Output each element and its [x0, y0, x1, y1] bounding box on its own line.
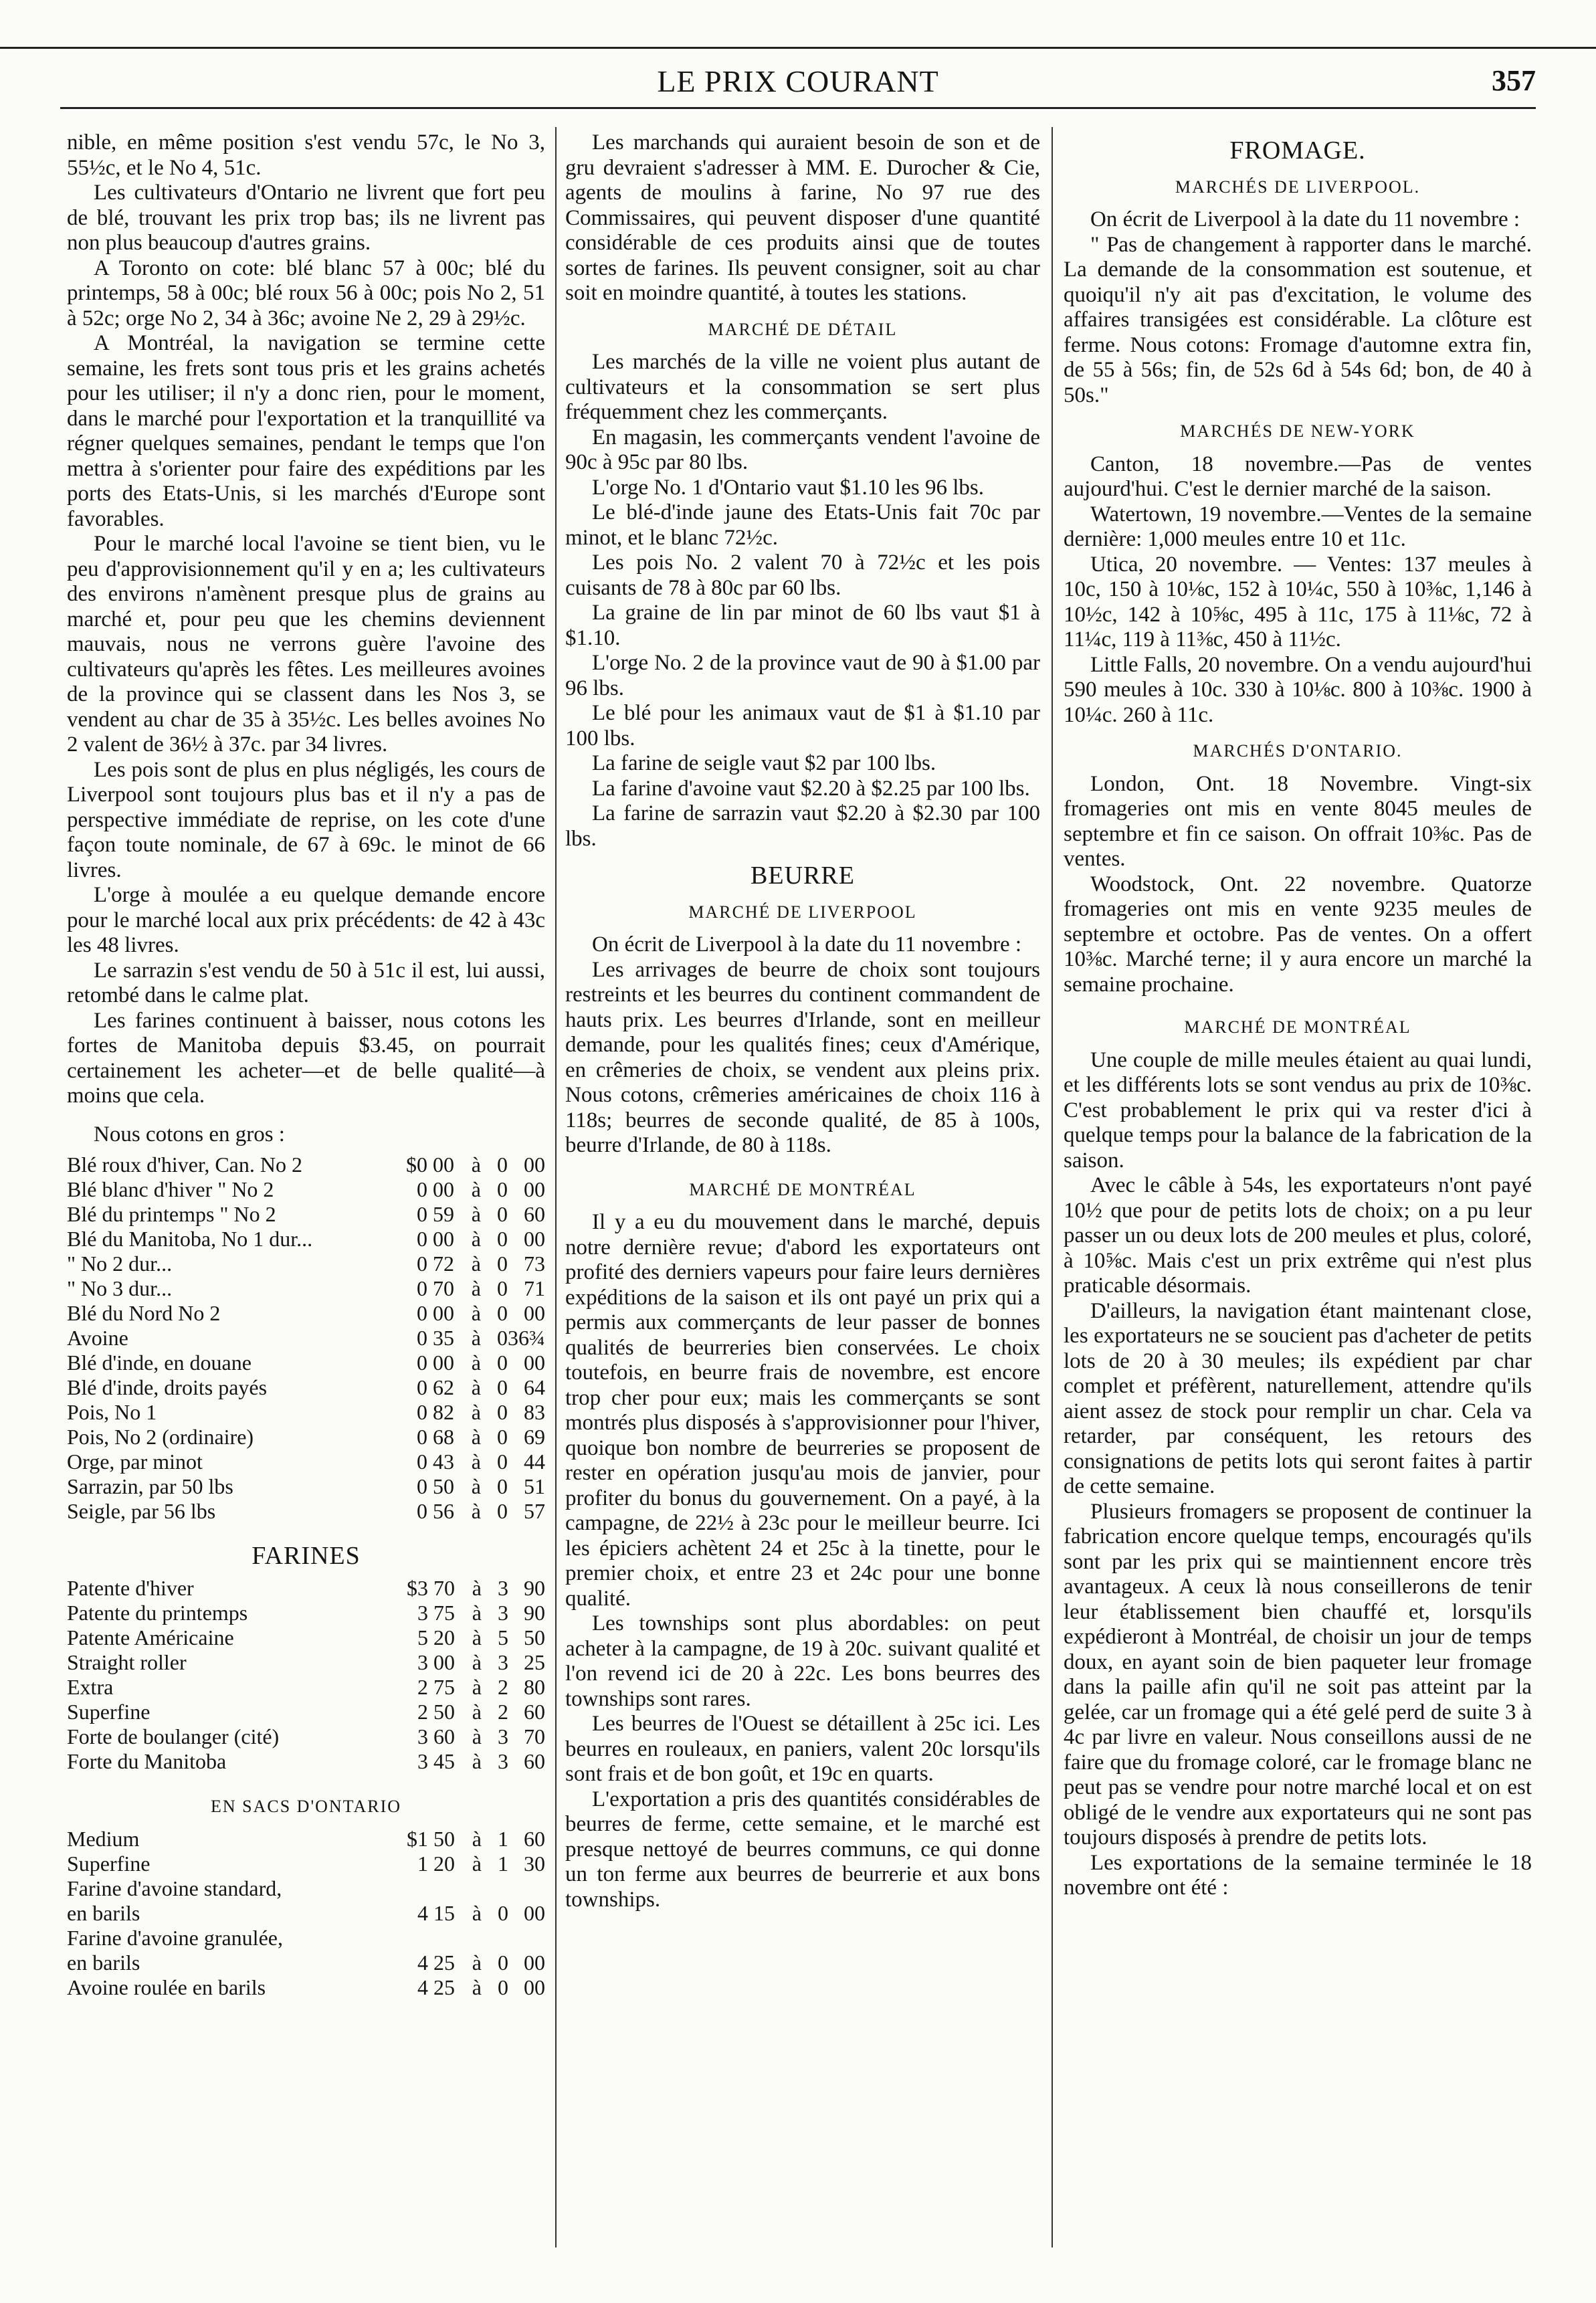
price-label: Sarrazin, par 50 lbs: [67, 1474, 233, 1498]
price-value: 0: [498, 1950, 508, 1975]
column-2: [565, 130, 1040, 1912]
price-value: 0: [497, 1202, 508, 1226]
price-value: 0: [497, 1251, 508, 1276]
paragraph: Little Falls, 20 novembre. On a vendu aujourd'hui 590 meules à 10c. 330 à 10⅛c. 800 à 10⅜c. 1900 à 10¼c. 260 à 11c.: [1064, 652, 1532, 727]
price-intro: Nous cotons en gros :: [94, 1122, 285, 1146]
section-heading-detail: MARCHÉ DE DÉTAIL: [708, 319, 898, 339]
price-value: 59: [433, 1202, 454, 1226]
price-value: 83: [524, 1400, 545, 1424]
price-label: Orge, par minot: [67, 1449, 203, 1474]
price-row: [67, 1177, 545, 1202]
price-value: 69: [524, 1425, 545, 1449]
price-value: 60: [433, 1724, 455, 1748]
price-label: Blé du Manitoba, No 1 dur...: [67, 1227, 313, 1251]
price-value: 00: [433, 1227, 454, 1251]
price-value: 0: [497, 1301, 508, 1325]
price-value: à: [472, 1901, 482, 1925]
price-value: 43: [433, 1449, 454, 1474]
price-value: 0: [497, 1227, 508, 1251]
sacs-price-table: [67, 1827, 545, 2000]
price-value: 0: [497, 1375, 508, 1399]
price-row: [67, 1851, 545, 1876]
price-value: à: [472, 1975, 482, 1999]
price-value: 3: [417, 1748, 428, 1773]
price-value: $0: [406, 1153, 427, 1177]
price-value: 0: [497, 1474, 508, 1498]
price-value: 20: [433, 1625, 455, 1649]
price-label: Avoine: [67, 1326, 128, 1350]
price-value: $3: [407, 1575, 428, 1600]
paragraph: Les marchands qui auraient besoin de son et de gru devraient s'adresser à MM. E. Durocher & Cie, agents de moulins à farine, No 97 rue des Commissaires, qui peuvent disposer d'une quantité considérable de ces produits ainsi que de toutes sortes de farines. Ils peuvent consigner, soit au char soit en moindre quantité, à toutes les stations.: [565, 130, 1040, 305]
price-value: 68: [433, 1425, 454, 1449]
price-label: Pois, No 2 (ordinaire): [67, 1425, 254, 1449]
price-value: à: [472, 1699, 482, 1724]
price-value: 0: [417, 1400, 427, 1424]
price-row: [67, 1153, 545, 1177]
price-row: [67, 1425, 545, 1449]
price-value: 60: [524, 1202, 545, 1226]
price-value: 0: [497, 1153, 508, 1177]
price-value: 60: [524, 1699, 545, 1724]
price-row: [67, 1326, 545, 1350]
price-label: Pois, No 1: [67, 1400, 157, 1424]
price-value: 50: [433, 1827, 455, 1851]
price-value: 70: [433, 1575, 455, 1600]
price-label: Patente Américaine: [67, 1625, 234, 1649]
price-value: 51: [524, 1474, 545, 1498]
price-value: 71: [524, 1276, 545, 1300]
price-label: " No 2 dur...: [67, 1251, 173, 1276]
farines-price-table: [67, 1576, 545, 1774]
price-value: 36¾: [508, 1326, 545, 1350]
column-1: [67, 130, 545, 2000]
price-label: " No 3 dur...: [67, 1276, 173, 1300]
price-value: 00: [433, 1301, 454, 1325]
price-value: [401, 1926, 428, 1950]
price-label: Superfine: [67, 1699, 151, 1724]
price-label: Blé blanc d'hiver " No 2: [67, 1177, 274, 1201]
price-label: Patente d'hiver: [67, 1575, 194, 1600]
price-row: [67, 1449, 545, 1474]
paragraph: Plusieurs fromagers se proposent de continuer la fabrication encore quelque temps, encouragés qu'ils sont par les prix qui se maintiennent encore très avantageux. A ceux là nous conseillerons de tenir leur établissement bien chauffé et, lorsqu'ils expédieront à Montréal, de choisir un jour de temps doux, en ayant soin de bien paqueter leur fromage dans la paille afin qu'il ne soit pas atteint par la gelée, car un fromage qui a été gelé perd de suite 3 à 4c par livre en valeur. Nous conseillons aussi de ne faire que du fromage coloré, car le fromage blanc ne peut pas se vendre pour notre marché local et on est obligé de le vendre aux exportateurs qui ne sont pas toujours disposés à prendre de petits lots.: [1064, 1499, 1532, 1849]
price-value: 3: [417, 1724, 428, 1748]
section-heading-newyork: MARCHÉS DE NEW-YORK: [1180, 421, 1415, 441]
paragraph: Les pois No. 2 valent 70 à 72½c et les pois cuisants de 78 à 80c par 60 lbs.: [565, 550, 1040, 600]
price-row: [67, 1474, 545, 1499]
fromage-heading: FROMAGE.: [1229, 136, 1366, 165]
price-value: 0: [417, 1227, 427, 1251]
paragraph: Les pois sont de plus en plus négligés, les cours de Liverpool sont toujours plus bas et il n'y a pas de perspective immédiate de reprise, on les cote d'une façon toute nominale, de 67 à 69c. le minot de 66 livres.: [67, 757, 545, 882]
price-value: à: [471, 1153, 481, 1177]
paragraph: On écrit de Liverpool à la date du 11 novembre :: [1090, 207, 1520, 231]
price-row: [67, 1375, 545, 1400]
column-3: [1064, 130, 1532, 1901]
price-value: 44: [524, 1449, 545, 1474]
price-row: [67, 1650, 545, 1675]
price-value: 0: [497, 1425, 508, 1449]
price-row: [67, 1251, 545, 1276]
price-label: Straight roller: [67, 1649, 187, 1674]
price-value: 0: [417, 1449, 427, 1474]
price-value: [428, 1926, 455, 1950]
price-value: 75: [433, 1674, 455, 1699]
price-row: [67, 1749, 545, 1774]
price-value: 4: [417, 1975, 428, 1999]
running-title: LE PRIX COURANT: [657, 64, 939, 98]
paragraph: London, Ont. 18 Novembre. Vingt-six fromageries ont mis en vente 8045 meules de septembre et fin ce saison. On offrait 10⅜c. Pas de ventes.: [1064, 771, 1532, 871]
price-row: [67, 1601, 545, 1625]
price-row: [67, 1724, 545, 1749]
paragraph: Les cultivateurs d'Ontario ne livrent que fort peu de blé, trouvant les prix trop bas; ils ne livrent pas non plus beaucoup d'autres grains.: [67, 181, 545, 255]
price-value: 82: [433, 1400, 454, 1424]
price-row: [67, 1499, 545, 1524]
paragraph: nible, en même position s'est vendu 57c, le No 3, 55½c, et le No 4, 51c.: [67, 130, 545, 180]
sacs-heading: EN SACS D'ONTARIO: [210, 1796, 402, 1816]
price-value: 1: [417, 1851, 428, 1876]
price-row: [67, 1625, 545, 1650]
price-value: 3: [498, 1748, 508, 1773]
price-value: 70: [524, 1724, 545, 1748]
price-value: [482, 1926, 508, 1950]
paragraph: D'ailleurs, la navigation étant maintenant close, les exportateurs ne se soucient pas d'acheter de petits lots de 20 à 30 meules; ils expédient par char complet et préfèrent, naturellement, attendre qu'ils aient assez de stock pour remplir un char. Cela va retarder, par conséquent, les retours des consignations de petits lots qui seront faites à partir de cette semaine.: [1064, 1298, 1532, 1498]
paragraph: Les marchés de la ville ne voient plus autant de cultivateurs et la consommation se sert plus fréquemment chez les commerçants.: [565, 350, 1040, 424]
price-value: à: [471, 1449, 481, 1474]
price-value: 0: [497, 1400, 508, 1424]
price-value: 0: [497, 1449, 508, 1474]
paragraph: La farine de seigle vaut $2 par 100 lbs.: [592, 751, 936, 775]
price-row: [67, 1876, 545, 1901]
price-value: à: [472, 1575, 482, 1600]
price-value: 0: [417, 1326, 427, 1350]
price-value: 00: [524, 1975, 545, 1999]
price-value: 64: [524, 1375, 545, 1399]
price-value: à: [472, 1674, 482, 1699]
price-value: 4: [417, 1950, 428, 1975]
price-row: [67, 1350, 545, 1375]
paragraph: L'orge No. 1 d'Ontario vaut $1.10 les 96 lbs.: [592, 475, 984, 500]
price-value: 35: [433, 1326, 454, 1350]
price-value: 60: [524, 1827, 545, 1851]
price-value: 00: [433, 1153, 454, 1177]
paragraph: La farine de sarrazin vaut $2.20 à $2.30 par 100 lbs.: [565, 801, 1040, 851]
price-value: à: [471, 1499, 481, 1523]
price-value: 50: [433, 1474, 454, 1498]
price-value: 80: [524, 1674, 545, 1699]
price-value: 60: [524, 1748, 545, 1773]
price-value: 0: [417, 1177, 427, 1201]
price-value: 2: [417, 1674, 428, 1699]
paragraph: Woodstock, Ont. 22 novembre. Quatorze fromageries ont mis en vente 9235 meules de septembre et octobre. Pas de ventes. On a offert 10⅜c. Marché terne; il y aura encore un marché la semaine prochaine.: [1064, 872, 1532, 997]
price-label: Blé d'inde, droits payés: [67, 1375, 268, 1399]
price-row: [67, 1202, 545, 1227]
price-value: [508, 1876, 545, 1901]
price-label: Farine d'avoine granulée,: [67, 1926, 283, 1950]
price-value: 1: [498, 1827, 508, 1851]
price-label: Forte du Manitoba: [67, 1748, 227, 1773]
price-label: Forte de boulanger (cité): [67, 1724, 280, 1748]
paragraph: Le blé-d'inde jaune des Etats-Unis fait 70c par minot, et le blanc 72½c.: [565, 500, 1040, 550]
paragraph: Le blé pour les animaux vaut de $1 à $1.10 par 100 lbs.: [565, 701, 1040, 750]
paragraph: Les farines continuent à baisser, nous cotons les fortes de Manitoba depuis $3.45, on pourrait certainement les acheter—et de belle qualité—à moins que cela.: [67, 1008, 545, 1108]
price-value: 00: [524, 1227, 545, 1251]
header-rule: [60, 107, 1536, 109]
price-value: 57: [524, 1499, 545, 1523]
paragraph: Avec le câble à 54s, les exportateurs n'ont payé 10½ que pour de petits lots de choix; on a pu leur passer un ou deux lots de 200 meules et plus, coloré, à 10⅝c. Mais c'est un prix extrême qui n'est plus praticable désormais.: [1064, 1173, 1532, 1298]
column-divider: [1052, 127, 1053, 2247]
price-value: [482, 1876, 508, 1901]
paragraph: On écrit de Liverpool à la date du 11 novembre :: [592, 932, 1022, 957]
price-value: 25: [433, 1975, 455, 1999]
price-label: Blé du Nord No 2: [67, 1301, 221, 1325]
price-value: [428, 1876, 455, 1901]
price-value: à: [472, 1827, 482, 1851]
price-row: [67, 1576, 545, 1601]
price-value: 00: [524, 1350, 545, 1375]
price-value: 00: [524, 1901, 545, 1925]
paragraph: La graine de lin par minot de 60 lbs vaut $1 à $1.10.: [565, 601, 1040, 650]
price-value: [455, 1926, 482, 1950]
price-value: $1: [407, 1827, 428, 1851]
price-value: 73: [524, 1251, 545, 1276]
price-value: 45: [433, 1748, 455, 1773]
price-row: [67, 1827, 545, 1851]
price-value: à: [471, 1474, 481, 1498]
section-heading-ontario: MARCHÉS D'ONTARIO.: [1193, 741, 1403, 761]
price-value: à: [471, 1375, 481, 1399]
price-value: 90: [524, 1575, 545, 1600]
price-label: Medium: [67, 1827, 140, 1851]
price-value: 0: [497, 1276, 508, 1300]
price-value: 00: [524, 1301, 545, 1325]
paragraph: Canton, 18 novembre.—Pas de ventes aujourd'hui. C'est le dernier marché de la saison.: [1064, 452, 1532, 501]
price-value: 5: [498, 1625, 508, 1649]
price-value: 0: [497, 1177, 508, 1201]
price-row: [67, 1276, 545, 1301]
price-row: [67, 1675, 545, 1700]
price-row: [67, 1975, 545, 2000]
price-label: Seigle, par 56 lbs: [67, 1499, 216, 1523]
price-value: à: [471, 1251, 481, 1276]
price-value: 72: [433, 1251, 454, 1276]
price-row: [67, 1227, 545, 1251]
price-value: 5: [417, 1625, 428, 1649]
price-value: 0: [417, 1251, 427, 1276]
paragraph: Les townships sont plus abordables: on peut acheter à la campagne, de 19 à 20c. suivant qualité et l'on revend ici de 20 à 22c. Les bons beurres des townships sont rares.: [565, 1611, 1040, 1711]
paragraph: En magasin, les commerçants vendent l'avoine de 90c à 95c par 80 lbs.: [565, 425, 1040, 474]
column-divider: [555, 127, 557, 2247]
price-value: à: [472, 1600, 482, 1625]
price-value: 56: [433, 1499, 454, 1523]
farines-heading: FARINES: [252, 1542, 361, 1570]
price-value: à: [471, 1301, 481, 1325]
price-row: [67, 1700, 545, 1724]
price-value: 00: [433, 1177, 454, 1201]
beurre-heading: BEURRE: [751, 862, 855, 890]
price-value: 3: [417, 1649, 428, 1674]
price-value: à: [471, 1276, 481, 1300]
paragraph: La farine d'avoine vaut $2.20 à $2.25 par 100 lbs.: [592, 776, 1030, 801]
price-value: à: [471, 1350, 481, 1375]
paragraph: " Pas de changement à rapporter dans le marché. La demande de la consommation est soutenue, et quoiqu'il n'y ait pas d'excitation, le volume des affaires transigées est considérable. La clôture est ferme. Nous cotons: Fromage d'automne extra fin, de 55 à 56s; fin, de 52s 6d à 54s 6d; bon, de 40 à 50s.": [1064, 232, 1532, 407]
paragraph: Les exportations de la semaine terminée le 18 novembre ont été :: [1064, 1850, 1532, 1900]
price-value: à: [472, 1851, 482, 1876]
paragraph: L'orge No. 2 de la province vaut de 90 à $1.00 par 96 lbs.: [565, 651, 1040, 700]
price-value: 0: [498, 1975, 508, 1999]
price-value: 0: [417, 1301, 427, 1325]
price-value: 4: [417, 1901, 428, 1925]
price-value: 00: [524, 1177, 545, 1201]
price-value: à: [472, 1748, 482, 1773]
price-value: à: [471, 1425, 481, 1449]
price-row: [67, 1950, 545, 1975]
price-value: 00: [524, 1153, 545, 1177]
price-value: 00: [433, 1350, 454, 1375]
price-value: à: [472, 1625, 482, 1649]
price-value: à: [471, 1227, 481, 1251]
price-value: 0: [498, 1901, 508, 1925]
price-value: 0: [417, 1350, 427, 1375]
price-row: [67, 1901, 545, 1926]
section-heading-montreal: MARCHÉ DE MONTRÉAL: [689, 1179, 916, 1199]
section-heading-montreal: MARCHÉ DE MONTRÉAL: [1184, 1017, 1411, 1037]
price-label: Avoine roulée en barils: [67, 1975, 266, 1999]
price-value: 3: [498, 1575, 508, 1600]
price-value: 00: [433, 1649, 455, 1674]
paragraph: Le sarrazin s'est vendu de 50 à 51c il est, lui aussi, retombé dans le calme plat.: [67, 958, 545, 1007]
paragraph: Utica, 20 novembre. — Ventes: 137 meules à 10c, 150 à 10⅛c, 152 à 10¼c, 550 à 10⅜c, 1,146 à 10½c, 142 à 10⅝c, 495 à 11c, 175 à 11⅛c, 72 à 11¼c, 119 à 11⅜c, 450 à 11½c.: [1064, 552, 1532, 652]
price-value: 2: [417, 1699, 428, 1724]
price-value: à: [471, 1177, 481, 1201]
price-value: 0: [417, 1499, 427, 1523]
price-value: 30: [524, 1851, 545, 1876]
top-rule: [0, 47, 1596, 49]
paragraph: Il y a eu du mouvement dans le marché, depuis notre dernière revue; d'abord les exportateurs ont profité des derniers vapeurs pour faire leurs dernières expéditions de la saison et ils ont payé un prix qui a permis aux commerçants de leur passer de bonnes qualités de beurreries bien conservées. Le choix toutefois, en beurre frais de novembre, est encore trop cher pour eux; mais les commerçants se sont montrés plus disposés à s'approvisionner pour l'hiver, quoique bon nombre de beurreries se proposent de rester en opération jusqu'au mois de janvier, pour profiter du bonus du gouvernement. On a payé, à la campagne, de 22½ à 23c pour le meilleur beurre. Ici les épiciers achètent 24 et 25c à la tinette, pour le premier choix, et entre 23 et 24c pour une bonne qualité.: [565, 1210, 1040, 1611]
price-value: 1: [498, 1851, 508, 1876]
price-value: 20: [433, 1851, 455, 1876]
paragraph: A Toronto on cote: blé blanc 57 à 00c; blé du printemps, 58 à 00c; blé roux 56 à 00c; pois No 2, 51 à 52c; orge No 2, 34 à 36c; avoine Ne 2, 29 à 29½c.: [67, 256, 545, 330]
price-value: 90: [524, 1600, 545, 1625]
price-value: 0: [497, 1499, 508, 1523]
price-label: Farine d'avoine standard,: [67, 1876, 282, 1900]
paragraph: Les arrivages de beurre de choix sont toujours restreints et les beurres du continent commandent de hauts prix. Les beurres d'Irlande, sont en meilleur demande, pour les qualités fines; ceux d'Amérique, en crêmeries de choix, se vendent aux pleins prix. Nous cotons, crêmeries américaines de choix 116 à 118s; beurres de seconde qualité, de 85 à 100s, beurre d'Irlande, de 80 à 118s.: [565, 957, 1040, 1157]
price-value: 50: [524, 1625, 545, 1649]
price-value: 0: [497, 1350, 508, 1375]
page-header: [60, 64, 1536, 104]
price-label: Blé du printemps " No 2: [67, 1202, 276, 1226]
price-label: en barils: [67, 1901, 140, 1925]
price-value: à: [471, 1202, 481, 1226]
price-value: à: [472, 1950, 482, 1975]
price-value: 0: [417, 1276, 427, 1300]
paragraph: Watertown, 19 novembre.—Ventes de la semaine dernière: 1,000 meules entre 10 et 11c.: [1064, 502, 1532, 551]
price-value: 0: [497, 1326, 508, 1350]
paragraph: Pour le marché local l'avoine se tient bien, vu le peu d'approvisionnement qu'il y en a; les cultivateurs des environs n'amènent presque plus de grains au marché et, pour peu que les chemins deviennent mauvais, nous ne verrons guère l'avoine des cultivateurs qu'après les fêtes. Les meilleures avoines de la province qui se classent dans les Nos 3, se vendent au char de 35 à 35½c. Les belles avoines No 2 valent de 36½ à 37c. par 34 livres.: [67, 532, 545, 757]
price-value: 0: [417, 1425, 427, 1449]
price-value: 62: [433, 1375, 454, 1399]
price-value: 25: [433, 1950, 455, 1975]
price-value: [455, 1876, 482, 1901]
price-row: [67, 1926, 545, 1950]
price-value: 70: [433, 1276, 454, 1300]
price-label: en barils: [67, 1950, 140, 1975]
price-value: 2: [498, 1699, 508, 1724]
price-label: Superfine: [67, 1851, 151, 1876]
price-row: [67, 1301, 545, 1326]
page-number: 357: [1492, 64, 1536, 97]
price-label: Blé d'inde, en douane: [67, 1350, 252, 1375]
price-value: à: [472, 1649, 482, 1674]
paragraph: L'orge à moulée a eu quelque demande encore pour le marché local aux prix précédents: de 42 à 43c les 48 livres.: [67, 883, 545, 957]
price-value: 00: [524, 1950, 545, 1975]
price-row: [67, 1400, 545, 1425]
price-value: [508, 1926, 545, 1950]
price-value: à: [471, 1400, 481, 1424]
price-value: 25: [524, 1649, 545, 1674]
price-label: Extra: [67, 1674, 114, 1699]
price-value: à: [472, 1724, 482, 1748]
price-value: 3: [498, 1600, 508, 1625]
price-value: à: [471, 1326, 481, 1350]
price-value: 0: [417, 1474, 427, 1498]
price-value: 3: [498, 1649, 508, 1674]
paragraph: A Montréal, la navigation se termine cette semaine, les frets sont tous pris et les grains achetés pour les utiliser; il n'y a donc rien, pour le moment, dans le marché pour l'exportation et la tranquillité va régner quelques semaines, pendant le temps que l'on mettra à s'orienter pour faire des expéditions par les ports des Etats-Unis, si les marchés d'Europe sont favorables.: [67, 331, 545, 531]
paragraph: Les beurres de l'Ouest se détaillent à 25c ici. Les beurres en rouleaux, en paniers, valent 20c lorsqu'ils sont frais et de bon goût, et 19c en quarts.: [565, 1712, 1040, 1786]
price-value: 3: [417, 1600, 428, 1625]
price-value: 75: [433, 1600, 455, 1625]
price-value: 50: [433, 1699, 455, 1724]
price-label: Patente du printemps: [67, 1600, 248, 1625]
section-heading-liverpool: MARCHÉS DE LIVERPOOL.: [1175, 177, 1421, 197]
price-value: 0: [417, 1202, 427, 1226]
price-value: 3: [498, 1724, 508, 1748]
paragraph: L'exportation a pris des quantités considérables de beurres de ferme, cette semaine, et le marché est presque nettoyé de beurres communs, ce qui donne un ton ferme aux beurres de beurrerie et aux bons townships.: [565, 1787, 1040, 1912]
price-value: 2: [498, 1674, 508, 1699]
section-heading-liverpool: MARCHÉ DE LIVERPOOL: [688, 902, 917, 922]
grain-price-table: [67, 1153, 545, 1524]
paragraph: Une couple de mille meules étaient au quai lundi, et les différents lots se sont vendus au prix de 10⅜c. C'est probablement le prix qui va rester d'ici à quelque temps pour la balance de la fabrication de la saison.: [1064, 1047, 1532, 1173]
price-value: 15: [433, 1901, 455, 1925]
price-label: Blé roux d'hiver, Can. No 2: [67, 1153, 302, 1177]
price-value: 0: [417, 1375, 427, 1399]
price-value: [401, 1876, 428, 1901]
